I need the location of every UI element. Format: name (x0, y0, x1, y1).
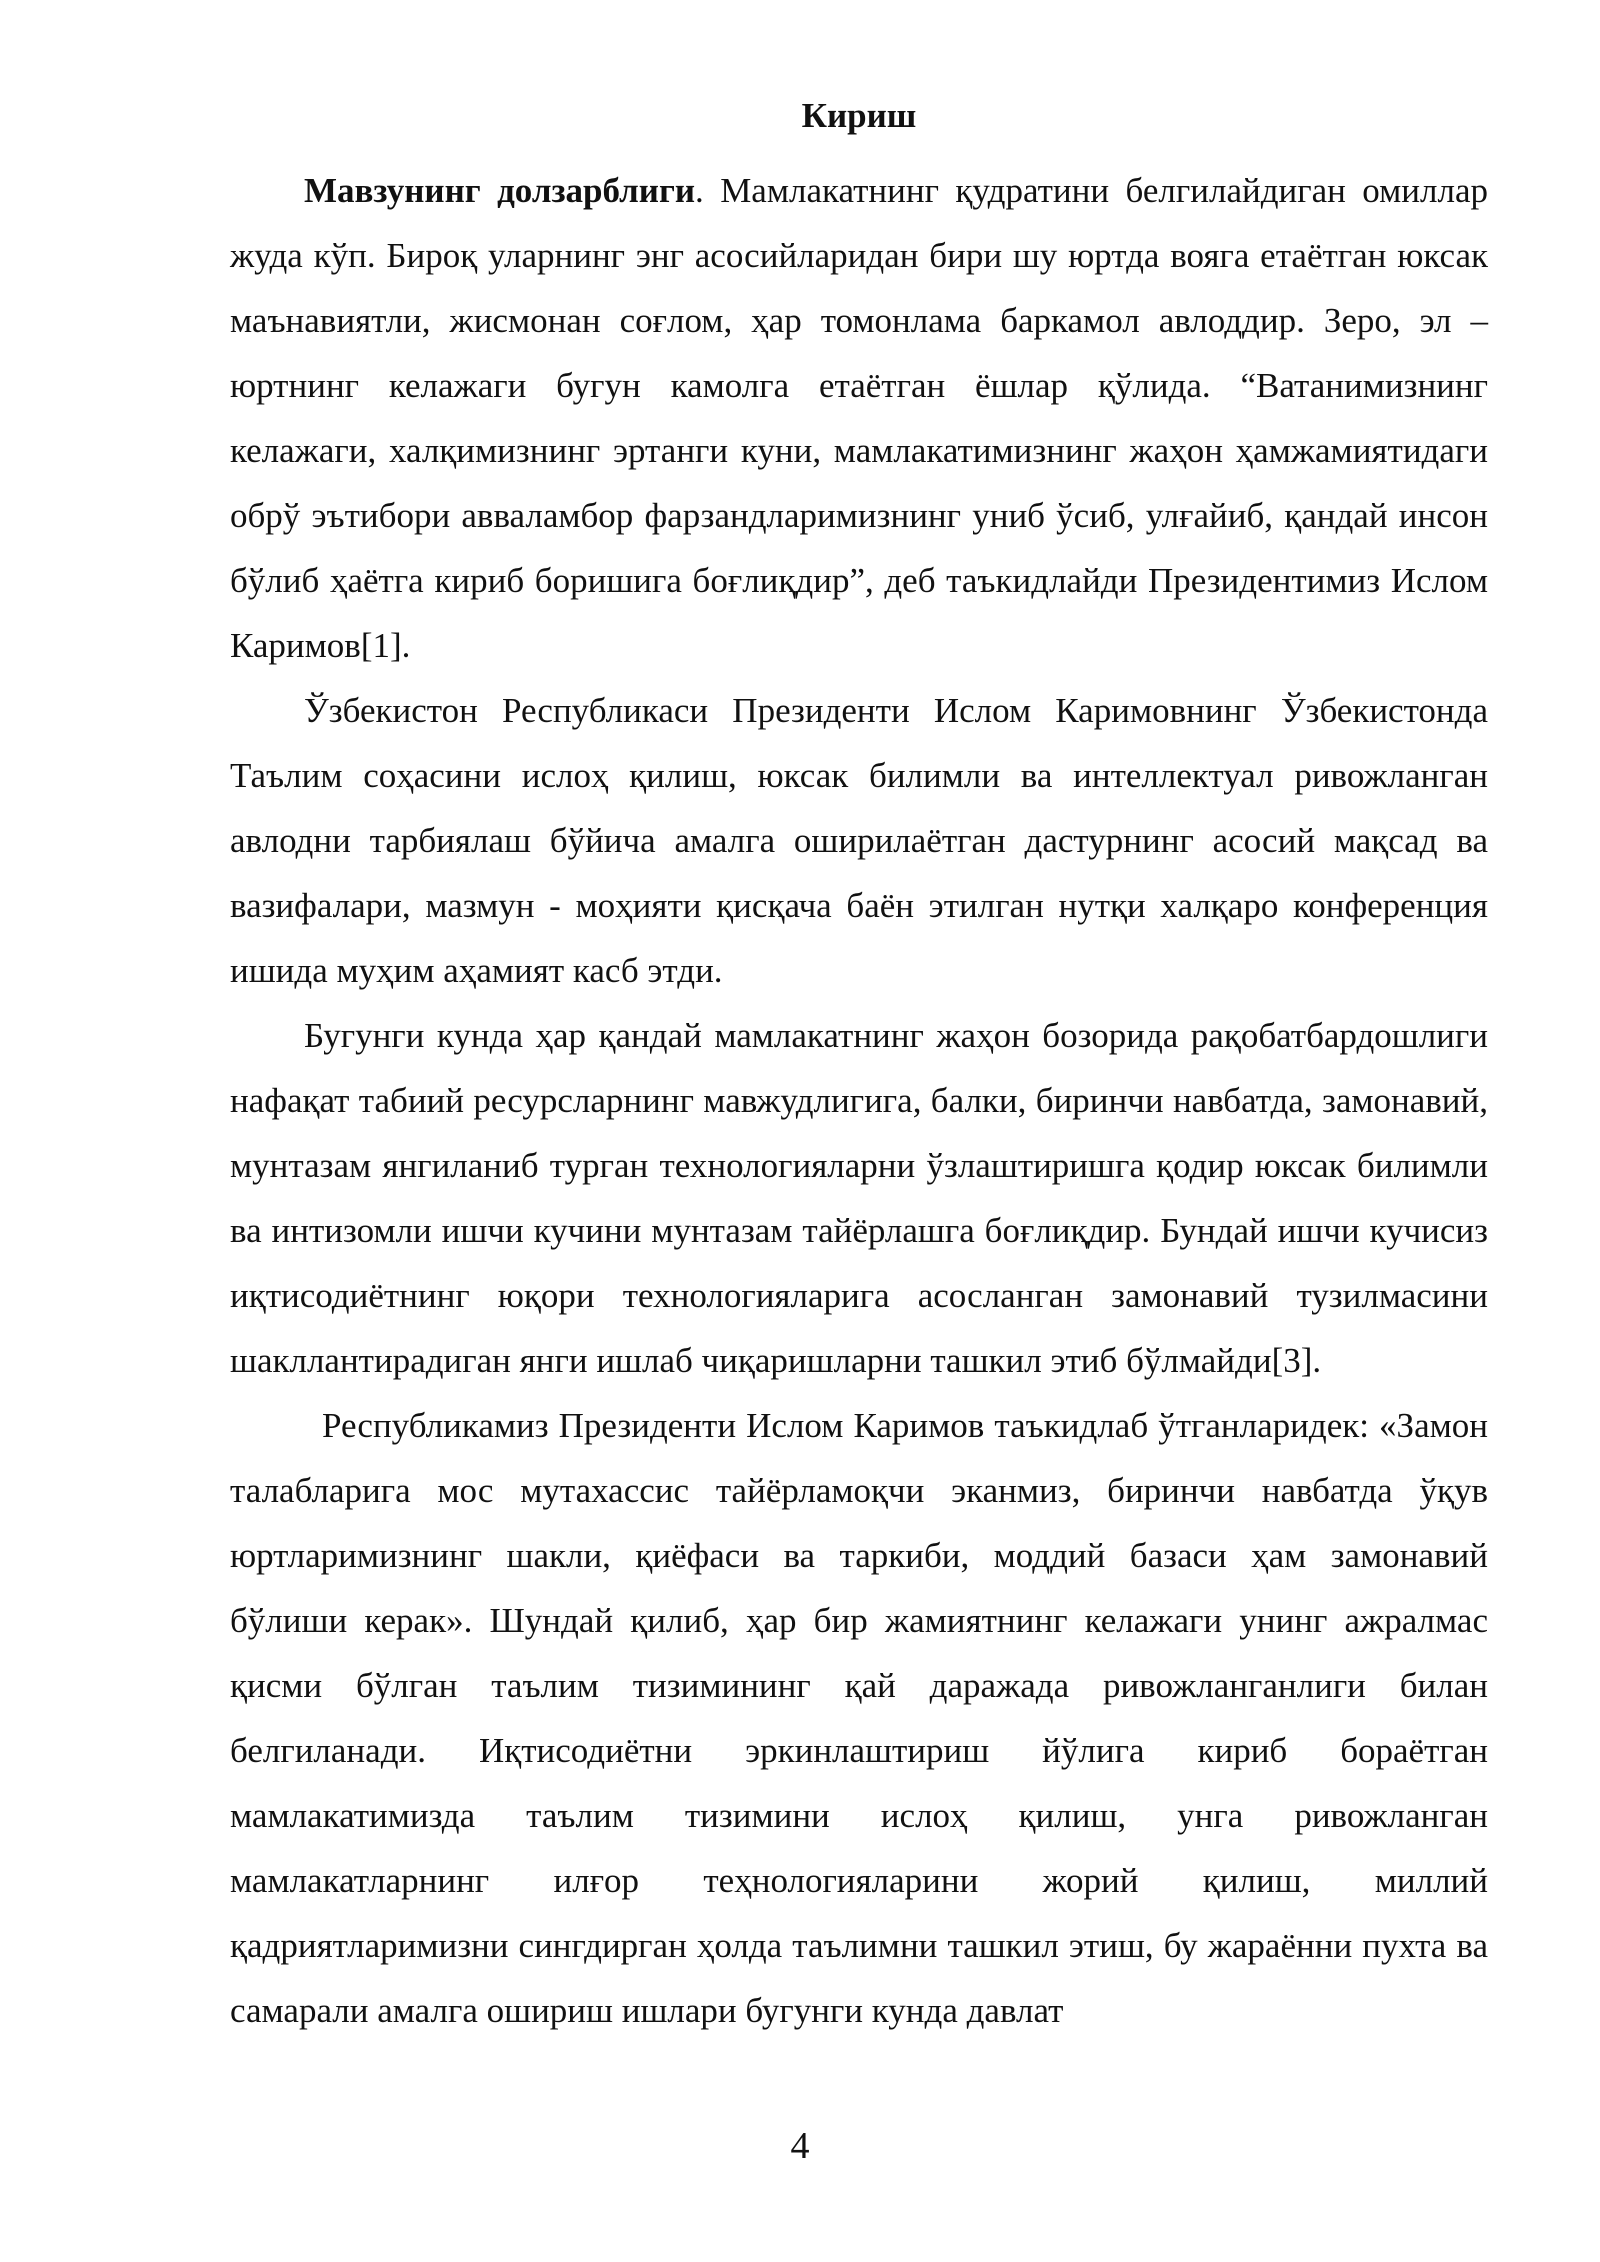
paragraph-relevance (230, 158, 1488, 678)
paragraph-competitiveness: Бугунги кунда ҳар қандай мамлакатнинг жаҳон бозорида рақобатбардошлиги нафақат табиий ресурсларнинг мавжудлигига, балки, биринчи навбатда, замонавий, мунтазам янгиланиб турган технологияларни ўзлаштиришга қодир юксак билимли ва интизомли ишчи кучини мунтазам тайёрлашга боғлиқдир. Бундай ишчи кучисиз иқтисодиётнинг юқори технологияларига асосланган замонавий тузилмасини шакллантирадиган янги ишлаб чиқаришларни ташкил этиб бўлмайди[3]. (230, 1016, 1488, 1380)
document-page (230, 92, 1488, 2043)
paragraph-education-reform: Республикамиз Президенти Ислом Каримов таъкидлаб ўтганларидек: «Замон талабларига мос мутахассис тайёрламоқчи эканмиз, биринчи навбатда ўқув юртларимизнинг шакли, қиёфаси ва таркиби, моддий базаси ҳам замонавий бўлиши керак». Шундай қилиб, ҳар бир жамиятнинг келажаги унинг ажралмас қисми бўлган таълим тизимининг қай даражада ривожланганлиги билан белгиланади. Иқтисодиётни эркинлаштириш йўлига кириб бораётган мамлакатимизда таълим тизимини ислоҳ қилиш, унга ривожланган мамлакатларнинг илғор теҳнологияларини жорий қилиш, миллий қадриятларимизни сингдирган ҳолда таълимни ташкил этиш, бу жараённи пухта ва самарали амалга ошириш ишлари бугунги кунда давлат (230, 1406, 1488, 2030)
paragraph-president-speech: Ўзбекистон Республикаси Президенти Ислом Каримовнинг Ўзбекистонда Таълим соҳасини ислоҳ қилиш, юксак билимли ва интеллектуал ривожланган авлодни тарбиялаш бўйича амалга оширилаётган дастурнинг асосий мақсад ва вазифалари, мазмун - моҳияти қисқача баён этилган нутқи халқаро конференция ишида муҳим аҳамият касб этди. (230, 691, 1488, 990)
page-number: 4 (790, 2125, 810, 2167)
paragraph-lead: Мавзунинг долзарблиги (304, 171, 695, 210)
paragraph-text: . Мамлакатнинг қудратини белгилайдиган омиллар жуда кўп. Бироқ уларнинг энг асосийларидан бири шу юртда вояга етаётган юксак маънавиятли, жисмонан соғлом, ҳар томонлама баркамол авлоддир. Зеро, эл – юртнинг келажаги бугун камолга етаётган ёшлар қўлида. “Ватанимизнинг келажаги, халқимизнинг эртанги куни, мамлакатимизнинг жаҳон ҳамжамиятидаги обрў эътибори авваламбор фарзандларимизнинг униб ўсиб, улғайиб, қандай инсон бўлиб ҳаётга кириб боришига боғлиқдир”, деб таъкидлайди Президентимиз Ислом Каримов[1]. (230, 171, 1488, 665)
page-title: Кириш (801, 96, 917, 135)
